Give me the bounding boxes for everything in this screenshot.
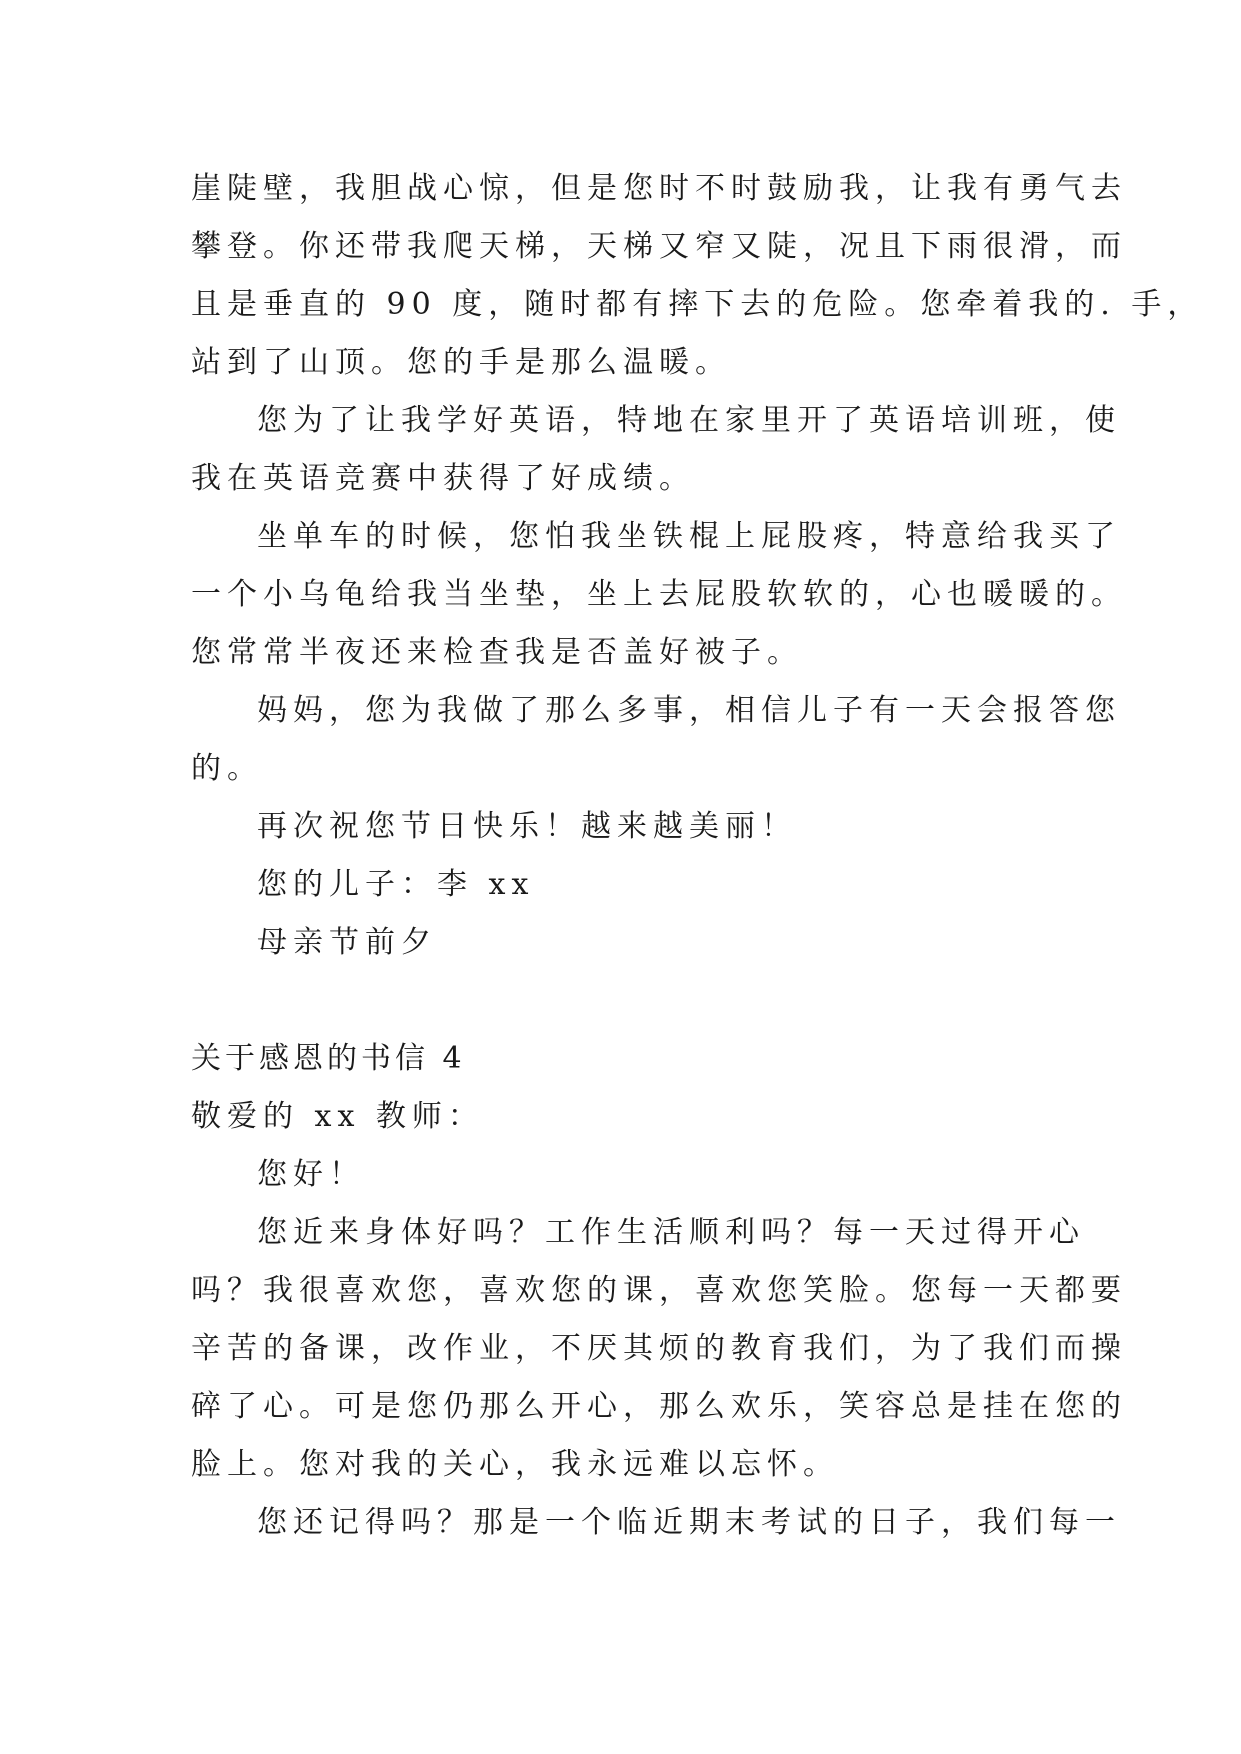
paragraph-line: 您常常半夜还来检查我是否盖好被子。 xyxy=(191,635,803,670)
paragraph-line: 崖陡壁，我胆战心惊，但是您时不时鼓励我，让我有勇气去 xyxy=(191,171,1127,206)
paragraph-line: 一个小乌龟给我当坐垫，坐上去屁股软软的，心也暖暖的。 xyxy=(191,577,1127,612)
section-title: 关于感恩的书信 4 xyxy=(191,1041,466,1076)
paragraph-line: 且是垂直的 90 度，随时都有摔下去的危险。您牵着我的. 手， xyxy=(191,287,1204,322)
paragraph-line: 您还记得吗？那是一个临近期末考试的日子，我们每一 xyxy=(257,1505,1121,1540)
section-spacer xyxy=(191,972,1061,1030)
paragraph-line: 站到了山顶。您的手是那么温暖。 xyxy=(191,345,731,380)
date-line: 母亲节前夕 xyxy=(257,925,437,960)
paragraph-line: 脸上。您对我的关心，我永远难以忘怀。 xyxy=(191,1447,839,1482)
paragraph-line: 坐单车的时候，您怕我坐铁棍上屁股疼，特意给我买了 xyxy=(257,519,1121,554)
closing-wish: 再次祝您节日快乐！越来越美丽！ xyxy=(257,809,797,844)
paragraph-line: 妈妈，您为我做了那么多事，相信儿子有一天会报答您 xyxy=(257,693,1121,728)
paragraph-line: 我在英语竞赛中获得了好成绩。 xyxy=(191,461,695,496)
paragraph-line: 碎了心。可是您仍那么开心，那么欢乐，笑容总是挂在您的 xyxy=(191,1389,1127,1424)
paragraph-line: 辛苦的备课，改作业，不厌其烦的教育我们，为了我们而操 xyxy=(191,1331,1127,1366)
paragraph-line: 吗？我很喜欢您，喜欢您的课，喜欢您笑脸。您每一天都要 xyxy=(191,1273,1127,1308)
paragraph-line: 您近来身体好吗？工作生活顺利吗？每一天过得开心 xyxy=(257,1215,1085,1250)
greeting: 您好！ xyxy=(257,1157,365,1192)
paragraph-line: 的。 xyxy=(191,751,263,786)
salutation: 敬爱的 xx 教师： xyxy=(191,1099,484,1134)
paragraph-line: 攀登。你还带我爬天梯，天梯又窄又陡，况且下雨很滑，而 xyxy=(191,229,1127,264)
signature: 您的儿子：李 xx xyxy=(257,867,535,902)
paragraph-line: 您为了让我学好英语，特地在家里开了英语培训班，使 xyxy=(257,403,1121,438)
document-body xyxy=(191,160,1204,1552)
